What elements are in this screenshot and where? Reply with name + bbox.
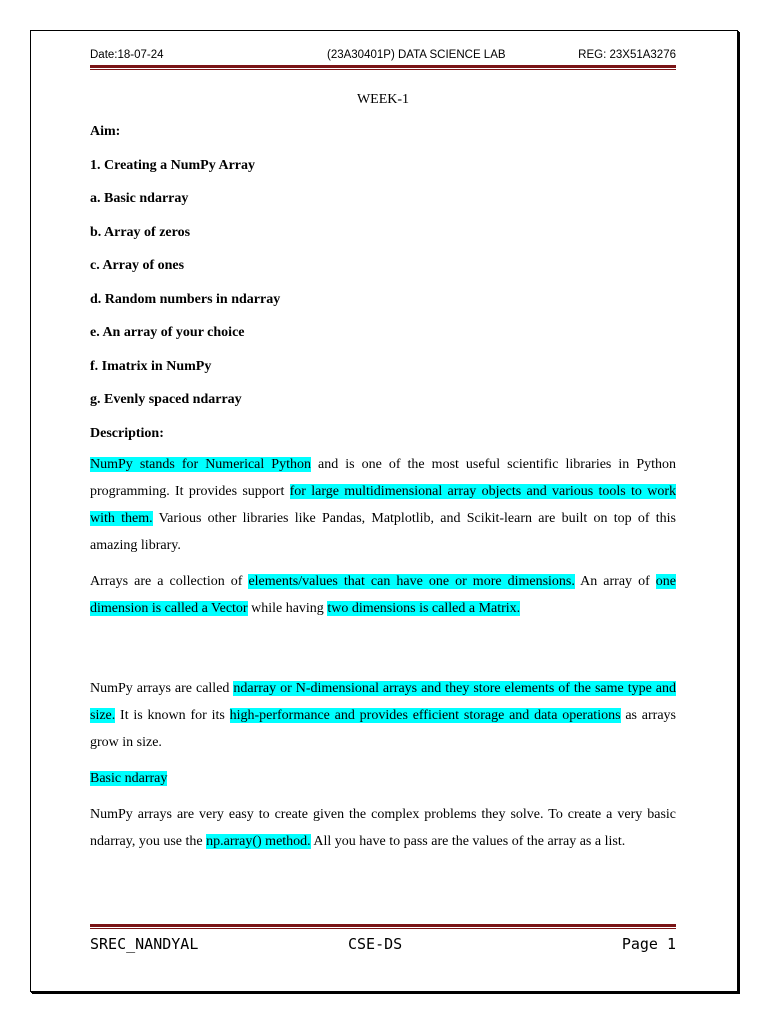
page-footer (90, 932, 676, 956)
highlighted-text: NumPy stands for Numerical Python (90, 457, 311, 472)
header-date: Date:18-07-24 (90, 49, 164, 61)
header-course: (23A30401P) DATA SCIENCE LAB (327, 49, 506, 61)
description-paragraph-4 (90, 801, 676, 855)
highlighted-text: high-performance and provides efficient storage and data operations (229, 708, 621, 723)
body-text: An array of (574, 574, 656, 589)
aim-item: b. Array of zeros (90, 224, 191, 240)
description-heading: Description: (90, 425, 164, 441)
body-text: while having (247, 601, 328, 616)
header-reg: REG: 23X51A3276 (578, 49, 676, 61)
blank-space (90, 631, 676, 675)
aim-item: e. An array of your choice (90, 325, 245, 340)
aim-item: 1. Creating a NumPy Array (90, 157, 255, 173)
highlighted-text: for large multidimensional array objects and various tools to work with them. (90, 484, 676, 526)
body-text: Various other libraries like Pandas, Matplotlib, and Scikit-learn are built on top of this amazing library. (90, 511, 676, 553)
section-label-basic-ndarray (90, 765, 676, 792)
body-text: It is known for its (115, 708, 230, 723)
body-text: as arrays grow in size. (90, 708, 676, 750)
body-text: NumPy arrays are called (90, 681, 234, 696)
header-rule (90, 65, 676, 70)
highlighted-text: two dimensions is called a Matrix. (327, 601, 521, 616)
footer-page-number: Page 1 (621, 935, 676, 953)
footer-department: CSE-DS (348, 935, 403, 953)
highlighted-text: elements/values that can have one or more dimensions. (248, 574, 575, 589)
aim-item: a. Basic ndarray (90, 191, 189, 206)
body-text: All you have to pass are the values of the array as a list. (310, 834, 626, 849)
body-text: Arrays are a collection of (90, 574, 249, 589)
body-text: NumPy arrays are very easy to create given the complex problems they solve. To create a very basic ndarray, you use the (90, 807, 676, 849)
body-text: and is one of the most useful scientific libraries in Python programming. It provides support (90, 457, 677, 499)
highlighted-text: np.array() method. (206, 834, 311, 849)
description-paragraph-2 (90, 568, 676, 622)
aim-heading: Aim: (90, 124, 121, 139)
week-title: WEEK-1 (356, 92, 410, 107)
description-paragraph-1 (90, 451, 676, 559)
footer-rule (90, 924, 676, 929)
highlighted-text: Basic ndarray (90, 771, 168, 786)
aim-item: f. Imatrix in NumPy (90, 358, 212, 374)
aim-item: d. Random numbers in ndarray (90, 291, 281, 307)
page-content (90, 90, 676, 864)
footer-college: SREC_NANDYAL (90, 935, 199, 953)
page-header (90, 46, 676, 64)
aim-item: g. Evenly spaced ndarray (90, 392, 242, 407)
aim-item: c. Array of ones (90, 258, 185, 273)
highlighted-text: one dimension is called a Vector (90, 574, 677, 616)
highlighted-text: ndarray or N-dimensional arrays and they store elements of the same type and size. (90, 681, 676, 723)
description-paragraph-3 (90, 675, 676, 756)
